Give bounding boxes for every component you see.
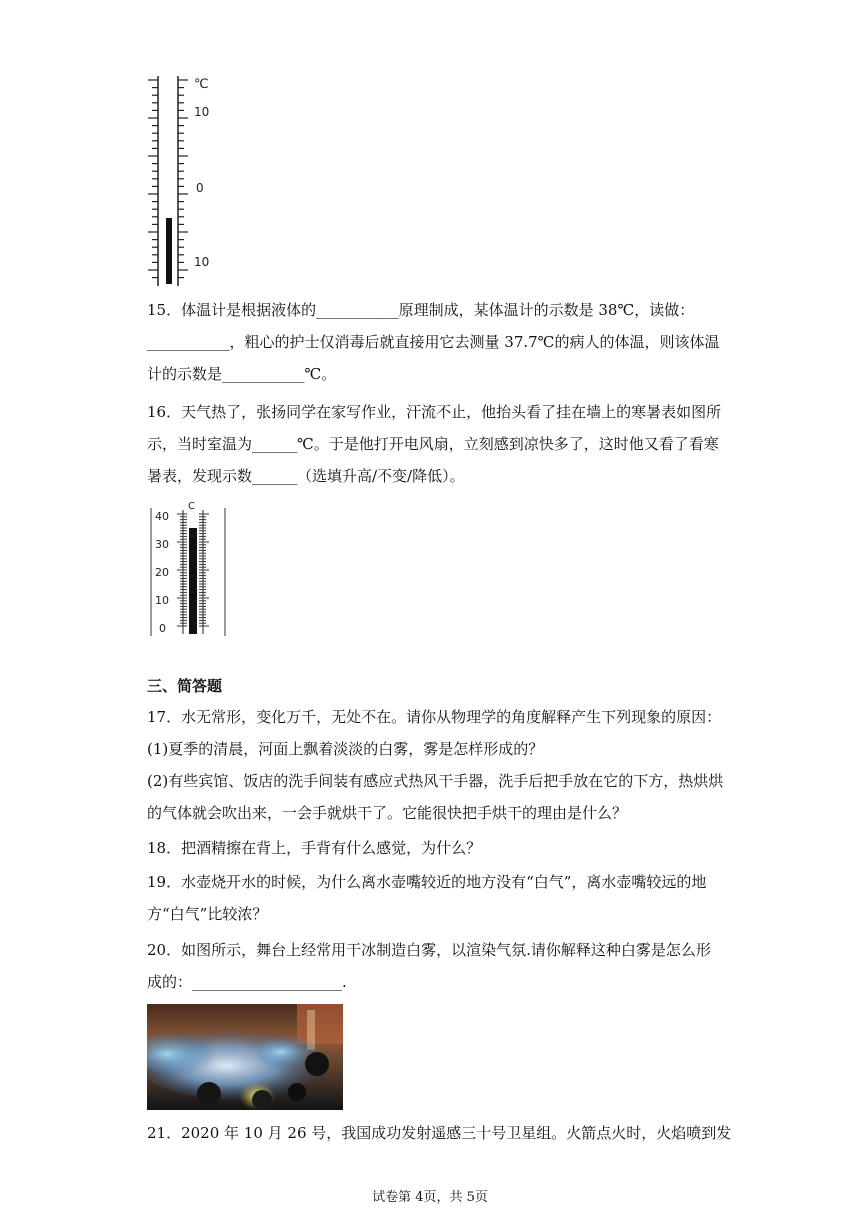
q21-line-1: 21．2020 年 10 月 26 号，我国成功发射遥感三十号卫星组。火箭点火时，火焰喷到发 [147,1124,732,1142]
q15-line-1: 15．体温计是根据液体的___________原理制成，某体温计的示数是 38℃，读做： [147,301,695,319]
q15-line-3: 计的示数是___________℃。 [147,365,337,383]
q20-line-1: 20．如图所示，舞台上经常用干冰制造白雾，以渲染气氛.请你解释这种白雾是怎么形 [147,941,711,959]
tick-label-30: 30 [155,538,169,551]
unit-label: ℃ [194,77,209,92]
q17-line-3: (2)有些宾馆、饭店的洗手间装有感应式热风干手器，洗手后把手放在它的下方，热烘烘 [147,772,724,790]
q16-line-1: 16．天气热了，张扬同学在家写作业，汗流不止，他抬头看了挂在墙上的寒暑表如图所 [147,403,722,421]
q17-line-4: 的气体就会吹出来，一会手就烘干了。它能很快把手烘干的理由是什么？ [147,804,628,822]
mercury-column [166,218,172,284]
tick-label-mid: 0 [196,181,204,195]
section-title: 三、简答题 [147,677,223,695]
unit-label-2: C [188,501,195,512]
tick-label-top: 10 [194,105,210,119]
thermometer-figure-1 [140,72,220,290]
thermometer-scale-2 [145,500,235,642]
q17-line-1: 17．水无常形，变化万千，无处不在。请你从物理学的角度解释产生下列现象的原因： [147,708,722,726]
tick-label-20: 20 [155,566,169,579]
q15-line-2: ___________，粗心的护士仅消毒后就直接用它去测量 37.7℃的病人的体温，则该体温 [147,333,720,351]
q20-line-2: 成的：____________________. [147,973,347,991]
tick-label-10: 10 [155,594,169,607]
q18-line-1: 18．把酒精擦在背上，手背有什么感觉，为什么？ [147,839,482,857]
tick-label-bottom: 10 [194,255,210,269]
q17-line-2: (1)夏季的清晨，河面上飘着淡淡的白雾，雾是怎样形成的？ [147,740,544,758]
q19-line-1: 19．水壶烧开水的时候，为什么离水壶嘴较近的地方没有“白气”，离水壶嘴较远的地 [147,873,707,891]
q16-line-2: 示，当时室温为______℃。于是他打开电风扇，立刻感到凉快多了，这时他又看了看寒 [147,435,719,453]
thermometer-scale-1 [140,72,220,290]
page-footer: 试卷第 4页，共 5页 [372,1190,488,1205]
q16-line-3: 暑表，发现示数______（选填升高/不变/降低）。 [147,467,465,485]
tick-label-0: 0 [159,622,166,635]
stage-fog-photo [147,1004,343,1110]
tick-label-40: 40 [155,510,169,523]
mercury-column-2 [189,528,197,634]
q19-line-2: 方“白气”比较浓？ [147,905,268,923]
thermometer-figure-2 [145,500,235,642]
